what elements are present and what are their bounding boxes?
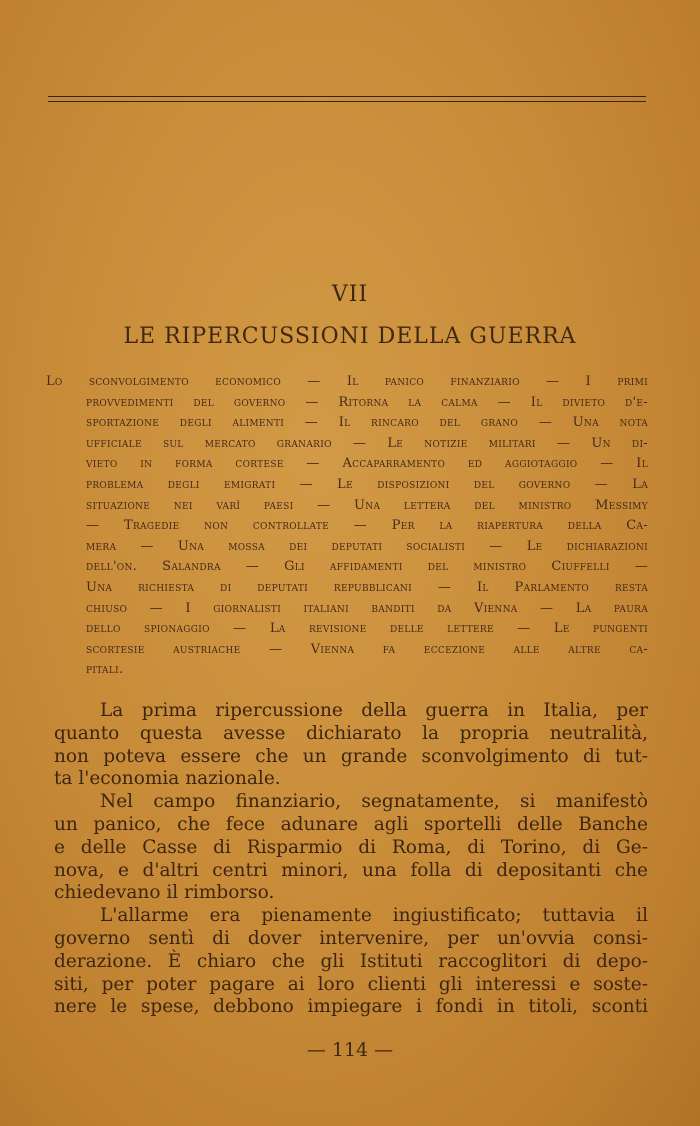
summary-line: sportazione degli alimenti — Il rincaro del grano — Una nota <box>86 415 648 431</box>
page-number: — 114 — <box>306 1039 394 1061</box>
summary-line: ufficiale sul mercato granario — Le notizie militari — Un di- <box>86 435 648 451</box>
paragraph <box>54 905 648 1019</box>
paragraph-line: quanto questa avesse dichiarato la propria neutralità, <box>54 722 648 744</box>
chapter-title: LE RIPERCUSSIONI DELLA GUERRA <box>123 324 577 349</box>
paragraph-line: siti, per poter pagare ai loro clienti gli interessi e soste- <box>54 973 648 995</box>
paragraph-line: ta l'economia nazionale. <box>54 768 281 790</box>
top-rule-second <box>48 101 646 102</box>
summary-line: Una richiesta di deputati repubblicani — Il Parlamento resta <box>86 579 648 595</box>
summary-line: — Tragedie non controllate — Per la riapertura della Ca- <box>86 518 648 534</box>
paragraph-line: un panico, che fece adunare agli sportelli delle Banche <box>54 813 648 835</box>
paragraph-line: derazione. È chiaro che gli Istituti raccoglitori di depo- <box>54 950 648 972</box>
body-text <box>54 700 648 1019</box>
paragraph-line: La prima ripercussione della guerra in Italia, per <box>100 700 648 721</box>
paragraph-line: chiedevano il rimborso. <box>54 882 275 904</box>
top-rule <box>48 96 646 97</box>
paragraph <box>54 700 648 791</box>
summary-line: scortesie austriache — Vienna fa eccezione alle altre ca- <box>86 641 648 657</box>
paragraph <box>54 791 648 905</box>
paragraph-line: nova, e d'altri centri minori, una folla di depositanti che <box>54 859 648 881</box>
summary-line: problema degli emigrati — Le disposizioni del governo — La <box>86 476 648 492</box>
summary-line: provvedimenti del governo — Ritorna la calma — Il divieto d'e- <box>86 394 648 410</box>
summary-line: pitali. <box>86 662 124 678</box>
paragraph-line: Nel campo finanziario, segnatamente, si manifestò <box>100 791 648 813</box>
paragraph-line: nere le spese, debbono impiegare i fondi in titoli, sconti <box>54 996 648 1018</box>
summary-line: situazione nei varî paesi — Una lettera del ministro Messimy <box>86 497 648 513</box>
paragraph-line: governo sentì di dover intervenire, per un'ovvia consi- <box>54 927 648 949</box>
paragraph-line: non poteva essere che un grande sconvolgimento di tut- <box>54 745 648 767</box>
summary-line: mera — Una mossa dei deputati socialisti — Le dichiarazioni <box>86 538 648 554</box>
summary-line: Lo sconvolgimento economico — Il panico finanziario — I primi <box>46 374 648 389</box>
paragraph-line: L'allarme era pienamente ingiustificato; tuttavia il <box>100 905 648 927</box>
chapter-number: VII <box>331 282 369 307</box>
summary-line: chiuso — I giornalisti italiani banditi da Vienna — La paura <box>86 600 648 616</box>
chapter-summary <box>46 372 648 681</box>
summary-line: dello spionaggio — La revisione delle lettere — Le pungenti <box>86 621 648 637</box>
summary-line: dell'on. Salandra — Gli affidamenti del ministro Ciuffelli — <box>86 559 648 575</box>
summary-line: vieto in forma cortese — Accaparramento ed aggiotaggio — Il <box>86 456 648 472</box>
paragraph-line: e delle Casse di Risparmio di Roma, di Torino, di Ge- <box>54 836 648 858</box>
